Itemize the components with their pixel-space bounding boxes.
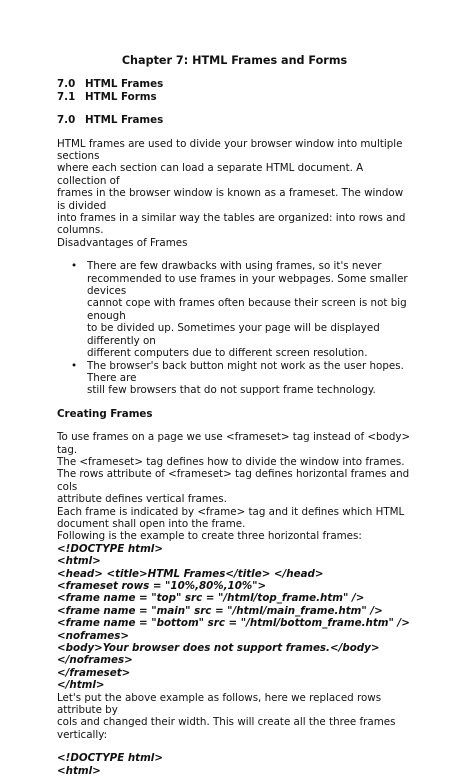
toc-label: HTML Frames [85,78,164,91]
text-line: HTML frames are used to divide your browser window into multiple sections [57,137,403,162]
code-line: <frame name = "main" src = "/html/main_frame.htm" /> [57,604,383,617]
after-paragraph [57,692,412,742]
text-line: document shall open into the frame. [57,517,246,530]
subheading-creating-frames: Creating Frames [57,407,153,420]
toc-number: 7.1 [57,90,76,103]
text-line: Following is the example to create three horizontal frames: [57,530,362,543]
code-line: <body>Your browser does not support frames.</body> [57,642,380,655]
code-line: <head> <title>HTML Frames</title> </head> [57,567,324,580]
code-line: <!DOCTYPE html> [57,542,163,555]
text-line: where each section can load a separate HTML document. A collection of [57,162,364,187]
text-line: recommended to use frames in your webpages. Some smaller devices [87,272,408,298]
text-line: To use frames on a page we use <frameset> tag instead of <body> tag. [57,431,411,456]
text-line: cannot cope with frames often because their screen is not big enough [87,297,407,322]
section-heading [57,114,412,126]
toc-number: 7.0 [57,78,76,91]
toc-item [57,91,412,103]
text-line: The rows attribute of <frameset> tag defines horizontal frames and cols [57,468,410,493]
code-line: <html> [57,555,101,568]
text-line: The <frameset> tag defines how to divide the window into frames. [57,455,405,468]
code-line: <html> [57,764,101,777]
text-line: different computers due to different screen resolution. [87,347,368,360]
list-item [71,260,412,360]
table-of-contents [57,78,412,103]
text-line: attribute defines vertical frames. [57,493,227,506]
disadvantages-list [57,260,412,396]
section-label: HTML Frames [85,114,164,127]
text-line: Let's put the above example as follows, here we replaced rows attribute by [57,691,382,717]
list-item [71,359,412,397]
code-line: </noframes> [57,654,133,667]
code-line: <noframes> [57,629,130,642]
text-line: into frames in a similar way the tables are organized: into rows and columns. [57,212,406,237]
bullet-icon: • [71,359,78,372]
text-line: Each frame is indicated by <frame> tag and it defines which HTML [57,505,405,518]
code-line: <!DOCTYPE html> [57,752,163,765]
spacer [57,741,412,752]
code-line: <frame name = "top" src = "/html/top_frame.htm" /> [57,592,365,605]
code-line: </frameset> [57,666,131,679]
toc-label: HTML Forms [85,90,157,103]
text-line: There are few drawbacks with using frames, so it's never [87,260,382,273]
section-number: 7.0 [57,114,76,127]
code-line: <frame name = "bottom" src = "/html/bottom_frame.htm" /> [57,617,410,630]
code-example-2 [57,752,412,777]
code-line: </html> [57,679,105,692]
code-example [57,543,412,692]
toc-item [57,78,412,90]
text-line: Disadvantages of Frames [57,236,188,249]
chapter-title: Chapter 7: HTML Frames and Forms [121,54,348,67]
text-line: The browser's back button might not work as the user hopes. There are [87,359,404,384]
bullet-icon: • [71,260,78,273]
text-line: still few browsers that do not support frame technology. [87,384,376,397]
text-line: cols and changed their width. This will create all the three frames vertically: [57,716,396,741]
text-line: frames in the browser window is known as a frameset. The window is divided [57,187,404,212]
code-line: <frameset rows = "10%,80%,10%"> [57,580,267,592]
intro-paragraph [57,138,412,250]
text-line: to be divided up. Sometimes your page will be displayed differently on [87,322,380,347]
body-paragraph [57,431,412,543]
